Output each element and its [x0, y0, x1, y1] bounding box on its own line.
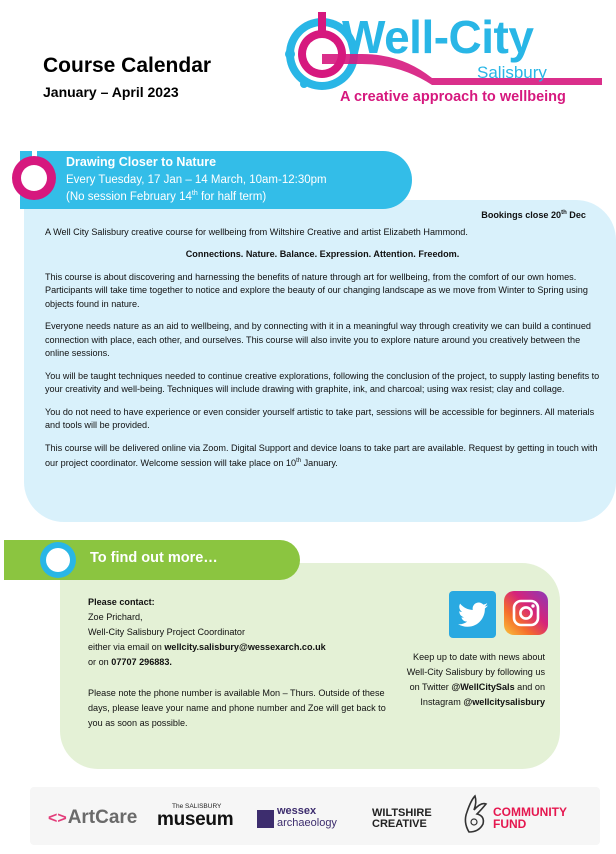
find-out-more-title: To find out more…	[90, 550, 218, 566]
contact-email-line: either via email on wellcity.salisbury@wessexarch.co.uk	[88, 642, 326, 652]
museum-logo-small: The SALISBURY	[172, 803, 222, 810]
course-title: Drawing Closer to Nature	[66, 155, 217, 169]
wiltshire-creative-logo-bottom: CREATIVE	[372, 818, 427, 830]
course-schedule: Every Tuesday, 17 Jan – 14 March, 10am-12:30pm	[66, 174, 327, 186]
bookings-deadline: Bookings close 20th Dec	[481, 210, 586, 221]
logo-name: Well-City	[342, 11, 534, 63]
instagram-handle[interactable]: @wellcitysalisbury	[463, 697, 545, 707]
course-paragraph: Everyone needs nature as an aid to wellbeing, and by connecting with it in a meaningful way through creativity we can build a continued connection with place, each other, and ourselves. This course will also invite you to explore nature around you creatively between the online sessions.	[45, 321, 591, 359]
contact-phone-line: or on 07707 296883.	[88, 657, 172, 667]
page-subtitle: January – April 2023	[43, 84, 179, 100]
twitter-handle[interactable]: @WellCitySals	[451, 682, 515, 692]
contact-details	[88, 595, 388, 670]
contact-phone[interactable]: 07707 296883.	[111, 657, 172, 667]
course-paragraph-delivery: This course will be delivered online via Zoom. Digital Support and device loans to take part are available. Request by getting in touch with our project coordinator. Welcome session will take place on 10th January.	[45, 442, 598, 469]
course-circle-icon	[10, 150, 58, 202]
course-description	[45, 207, 600, 480]
wiltshire-creative-logo-top: WILTSHIRE	[372, 807, 432, 819]
twitter-icon[interactable]	[449, 591, 496, 638]
community-fund-logo-top: COMMUNITY	[493, 805, 567, 819]
artcare-logo: <>ArtCare	[48, 807, 138, 828]
community-fund-logo-bottom: FUND	[493, 817, 527, 831]
lottery-crossed-fingers-icon	[459, 792, 491, 836]
phone-availability-note: Please note the phone number is available Mon – Thurs. Outside of these days, please leave your name and phone number and Zoe will get back to you as soon as possible.	[88, 688, 386, 728]
contact-email-link[interactable]: wellcity.salisbury@wessexarch.co.uk	[164, 642, 326, 652]
contact-heading: Please contact:	[88, 597, 155, 607]
twitter-bird-icon	[458, 602, 488, 628]
artcare-mark-icon: <>	[48, 810, 67, 827]
course-motto: Connections. Nature. Balance. Expression. Attention. Freedom.	[185, 249, 460, 260]
logo-place: Salisbury	[477, 63, 547, 82]
instagram-camera-icon	[511, 598, 541, 628]
well-city-logo	[282, 8, 612, 110]
contact-role: Well-City Salisbury Project Coordinator	[88, 627, 246, 637]
course-paragraph: You do not need to have experience or even consider yourself artistic to take part, sessions will be accessible for beginners. All materials and tools will be provided.	[45, 406, 595, 431]
page-title: Course Calendar	[43, 54, 212, 77]
course-paragraph: You will be taught techniques needed to continue creative explorations, following the conclusion of the project, to supply lasting benefits to your creativity and well-being. Techniques will include drawing with graphite, ink, and charcoal; using wax resist; clay and collage.	[45, 370, 600, 395]
social-media-text: Keep up to date with news about Well-City Salisbury by following us on Twitter @WellCitySals and on Instagram @wellcitysalisbury	[406, 652, 545, 707]
instagram-icon[interactable]	[504, 591, 548, 635]
contact-name: Zoe Prichard,	[88, 612, 143, 622]
wessex-logo-bottom: archaeology	[277, 817, 337, 829]
course-paragraph: This course is about discovering and harnessing the benefits of nature through art for wellbeing, from the comfort of our own homes. Participants will take time together to notice and explore the beauty of our changing landscape as we move from Winter to Spring using objects found in nature.	[45, 271, 588, 309]
course-note: (No session February 14th for half term)	[66, 190, 267, 203]
wessex-logo-top: wessex	[277, 805, 317, 817]
salisbury-museum-logo: museum	[157, 809, 234, 830]
find-out-more-circle-icon	[38, 540, 78, 580]
wessex-mark-icon	[257, 810, 274, 828]
logo-tagline: A creative approach to wellbeing	[340, 89, 566, 105]
course-intro: A Well City Salisbury creative course for wellbeing from Wiltshire Creative and artist Elizabeth Hammond.	[45, 226, 468, 237]
